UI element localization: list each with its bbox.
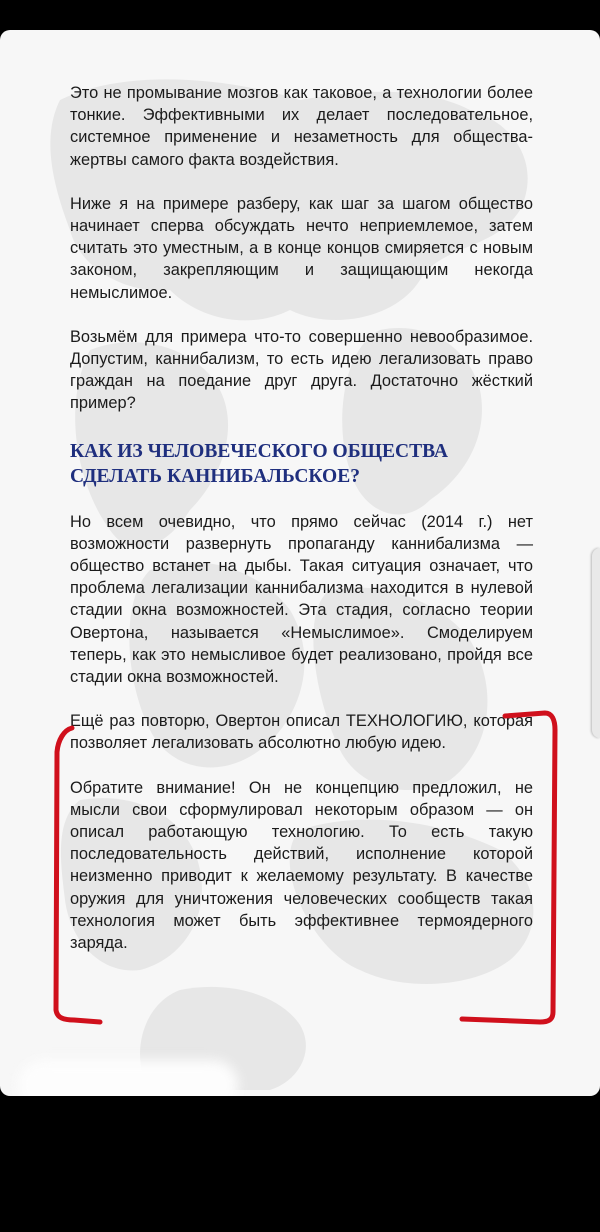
article-body <box>70 82 533 976</box>
paragraph-1: Это не промывание мозгов как таковое, а технологии более тонкие. Эффективными их делает последовательное, системное применение и незаметность для общества-жертвы самого факта воздействия. <box>70 84 533 169</box>
heading-line-1: КАК ИЗ ЧЕЛОВЕЧЕСКОГО ОБЩЕСТВА <box>70 440 448 462</box>
section-heading <box>70 437 533 489</box>
paragraph-2: Ниже я на примере разберу, как шаг за шагом общество начинает сперва обсуждать нечто неприемлемое, затем считать это уместным, а в конце концов смиряется с новым законом, закрепляющим и защищающим некогда немыслимое. <box>70 194 533 302</box>
paragraph-4: Но всем очевидно, что прямо сейчас (2014 г.) нет возможности развернуть пропаганду каннибализма — общество встанет на дыбы. Такая ситуация означает, что проблема легализации каннибализма находится в нулевой стадии окна возможностей. Эта стадия, согласно теории Овертона, называется «Немыслимое». Смоделируем теперь, как это немысливое будет реализовано, пройдя все стадии окна возможностей. <box>70 512 533 687</box>
paragraph-6-highlighted: Обратите внимание! Он не концепцию предложил, не мысли свои сформулировал некоторым образом — он описал работающую технологию. То есть такую последовательность действий, исполнение которой неизменно приводит к желаемому результату. В качестве оружия для уничтожения человеческих сообществ такая технология может быть эффективнее термоядерного заряда. <box>70 778 533 953</box>
paragraph-3: Возьмём для примера что-то совершенно невообразимое. Допустим, каннибализм, то есть идею легализовать право граждан на поедание друг друга. Достаточно жёсткий пример? <box>70 327 533 413</box>
heading-line-2: СДЕЛАТЬ КАННИБАЛЬСКОЕ? <box>70 465 360 487</box>
redaction-blur <box>18 1060 238 1096</box>
document-page <box>0 30 600 1096</box>
paragraph-5-highlighted: Ещё раз повторю, Овертон описал ТЕХНОЛОГИЮ, которая позволяет легализовать абсолютно любую идею. <box>70 712 533 753</box>
edge-scroll-handle[interactable] <box>592 548 600 738</box>
